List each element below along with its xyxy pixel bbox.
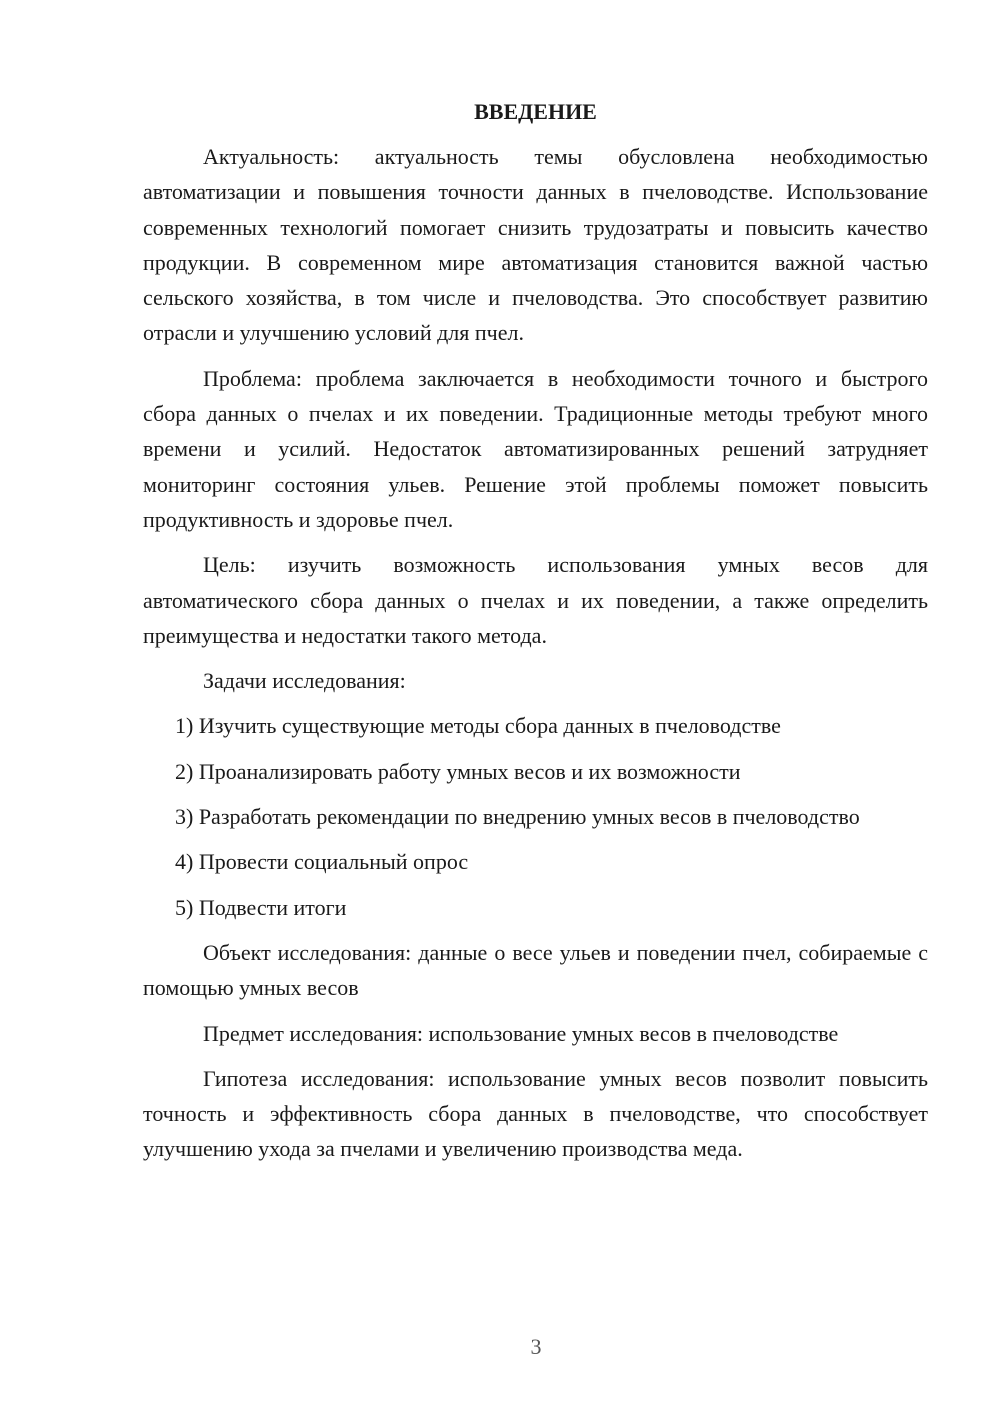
tasks-heading: Задачи исследования:: [203, 668, 406, 694]
page-number: 3: [530, 1334, 542, 1359]
page-content: [143, 94, 928, 1177]
paragraph-problem: Проблема: проблема заключается в необходимости точного и быстрого сбора данных о пчелах и их поведении. Традиционные методы требуют много времени и усилий. Недостаток автоматизированных решений затрудняет мониторинг состояния ульев. Решение этой проблемы поможет повысить продуктивность и здоровье пчел.: [143, 365, 928, 532]
paragraph-goal: Цель: изучить возможность использования умных весов для автоматического сбора данных о пчелах и их поведении, а также определить преимущества и недостатки такого метода.: [143, 552, 928, 648]
task-item-5: 5) Подвести итоги: [175, 894, 347, 920]
section-title: ВВЕДЕНИЕ: [474, 99, 597, 124]
task-item-1: 1) Изучить существующие методы сбора данных в пчеловодстве: [175, 713, 781, 739]
paragraph-hypothesis: Гипотеза исследования: использование умных весов позволит повысить точность и эффективность сбора данных в пчеловодстве, что способствует улучшению ухода за пчелами и увеличению производства меда.: [143, 1065, 928, 1162]
paragraph-subject: Предмет исследования: использование умных весов в пчеловодстве: [203, 1020, 839, 1046]
paragraph-relevance: Актуальность: актуальность темы обусловлена необходимостью автоматизации и повышения точности данных в пчеловодстве. Использование современных технологий помогает снизить трудозатраты и повысить качество продукции. В современном мире автоматизация становится важной частью сельского хозяйства, в том числе и пчеловодства. Это способствует развитию отрасли и улучшению условий для пчел.: [143, 144, 928, 346]
task-item-2: 2) Проанализировать работу умных весов и их возможности: [175, 758, 741, 784]
paragraph-object: Объект исследования: данные о весе ульев и поведении пчел, собираемые с помощью умных весов: [143, 939, 928, 1001]
task-item-4: 4) Провести социальный опрос: [175, 849, 469, 875]
task-item-3: 3) Разработать рекомендации по внедрению умных весов в пчеловодство: [175, 804, 860, 830]
